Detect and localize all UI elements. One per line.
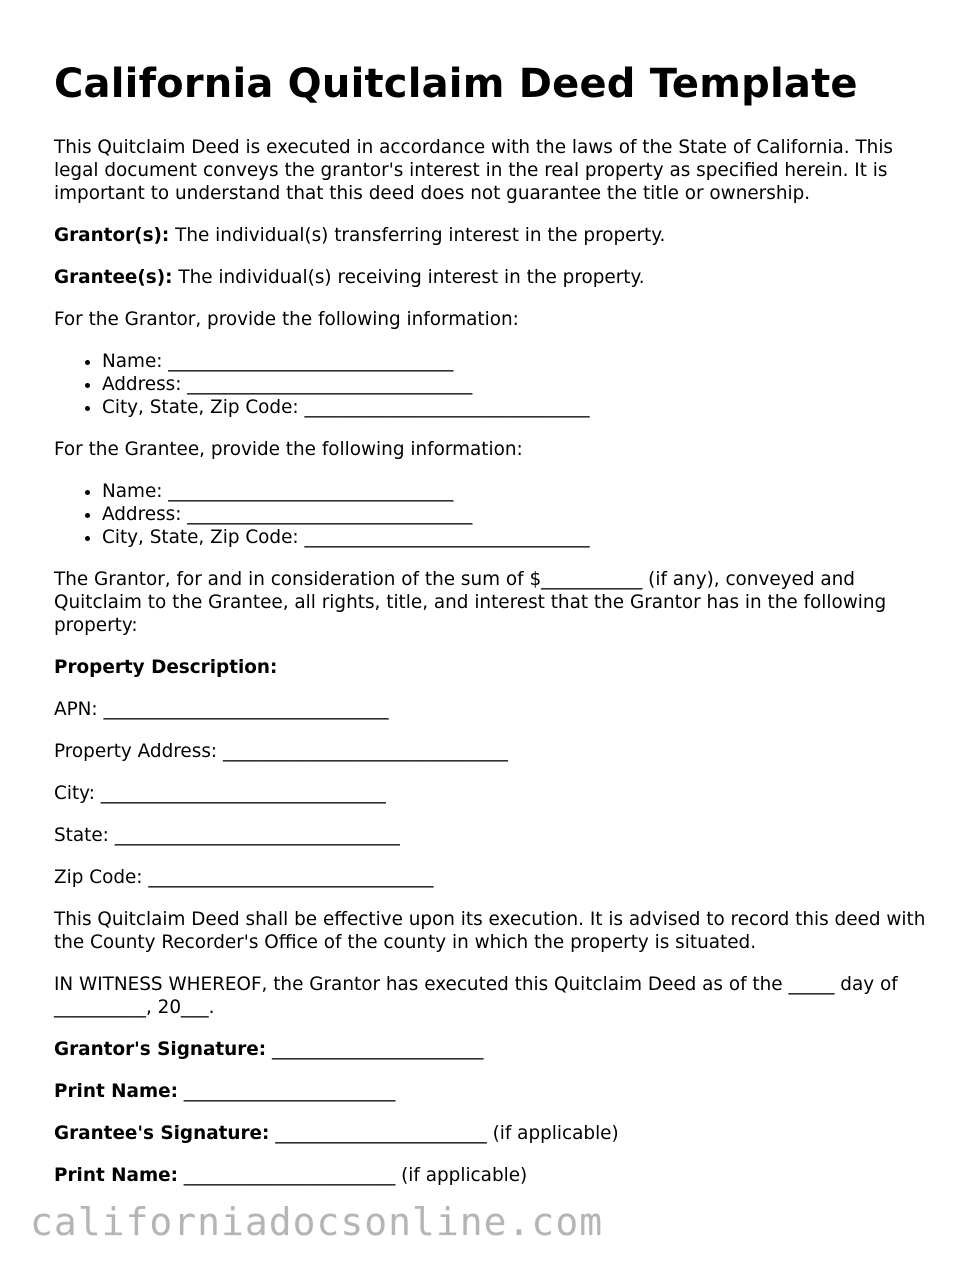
grantor-definition-text: The individual(s) transferring interest in the property. xyxy=(169,225,666,246)
grantee-info-lead: For the Grantee, provide the following information: xyxy=(54,439,523,460)
grantor-city-state-zip-field: • City, State, Zip Code: _______________________________ xyxy=(102,396,934,419)
grantor-signature-label: Grantor's Signature: xyxy=(54,1039,267,1060)
grantor-info-lead: For the Grantor, provide the following information: xyxy=(54,309,519,330)
grantor-signature-line xyxy=(54,1038,934,1061)
grantor-print-name-blank: _______________________ xyxy=(177,1081,396,1102)
property-state-field: State: _______________________________ xyxy=(54,825,400,846)
grantee-print-name-line xyxy=(54,1164,934,1187)
document-page xyxy=(54,60,934,1206)
grantor-definition-label: Grantor(s): xyxy=(54,225,170,246)
grantor-definition xyxy=(54,224,934,247)
grantee-definition-label: Grantee(s): xyxy=(54,267,173,288)
grantee-info-list xyxy=(54,480,934,549)
grantee-signature-label: Grantee's Signature: xyxy=(54,1123,270,1144)
effective-paragraph: This Quitclaim Deed shall be effective upon its execution. It is advised to record this deed with the County Recorder's Office of the county in which the property is situated. xyxy=(54,909,926,953)
property-zip-field: Zip Code: _______________________________ xyxy=(54,867,434,888)
grantee-city-state-zip-field: • City, State, Zip Code: _______________________________ xyxy=(102,526,934,549)
grantee-signature-line xyxy=(54,1122,934,1145)
grantee-print-name-label: Print Name: xyxy=(54,1165,178,1186)
grantor-name-field: • Name: _______________________________ xyxy=(102,350,934,373)
intro-paragraph: This Quitclaim Deed is executed in accordance with the laws of the State of California. This legal document conveys the grantor's interest in the real property as specified herein. It is important to understand that this deed does not guarantee the title or ownership. xyxy=(54,137,894,204)
page-title: California Quitclaim Deed Template xyxy=(54,61,858,107)
grantee-definition-text: The individual(s) receiving interest in the property. xyxy=(172,267,645,288)
grantor-print-name-label: Print Name: xyxy=(54,1081,178,1102)
property-address-field: Property Address: _______________________________ xyxy=(54,741,508,762)
grantor-print-name-line xyxy=(54,1080,934,1103)
site-watermark: californiadocsonline.com xyxy=(30,1200,604,1244)
grantor-signature-blank: _______________________ xyxy=(266,1039,484,1060)
consideration-paragraph: The Grantor, for and in consideration of the sum of $___________ (if any), conveyed and Quitclaim to the Grantee, all rights, title, and interest that the Grantor has in the following property: xyxy=(54,569,887,636)
witness-paragraph: IN WITNESS WHEREOF, the Grantor has executed this Quitclaim Deed as of the _____ day of __________, 20___. xyxy=(54,974,898,1018)
grantee-definition xyxy=(54,266,934,289)
grantee-address-field: • Address: _______________________________ xyxy=(102,503,934,526)
grantee-print-name-blank: _______________________ (if applicable) xyxy=(177,1165,528,1186)
grantee-name-field: • Name: _______________________________ xyxy=(102,480,934,503)
grantee-signature-blank: _______________________ (if applicable) xyxy=(269,1123,619,1144)
apn-field: APN: _______________________________ xyxy=(54,699,389,720)
property-heading xyxy=(54,656,934,679)
property-heading-text: Property Description: xyxy=(54,657,278,678)
grantor-address-field: • Address: _______________________________ xyxy=(102,373,934,396)
property-city-field: City: _______________________________ xyxy=(54,783,386,804)
grantor-info-list xyxy=(54,350,934,419)
